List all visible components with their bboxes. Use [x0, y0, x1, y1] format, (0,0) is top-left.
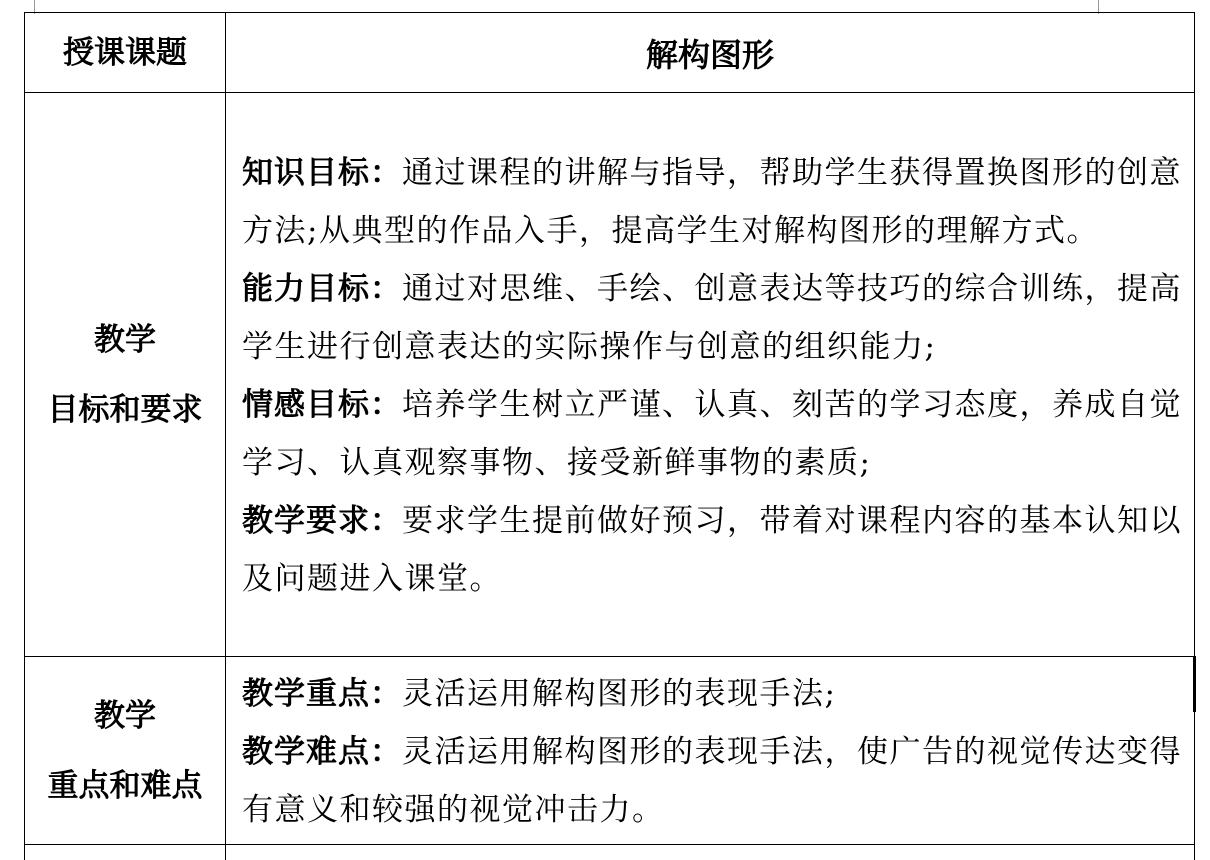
objective-ability — [242, 260, 1182, 376]
objective-requirement-text: 要求学生提前做好预习，带着对课程内容的基本认知以及问题进入课堂。 — [242, 502, 1182, 597]
topic-label: 授课课题 — [25, 13, 226, 93]
objectives-label — [25, 93, 226, 657]
objective-ability-text: 通过对思维、手绘、创意表达等技巧的综合训练，提高学生进行创意表达的实际操作与创意的组织能力; — [242, 270, 1182, 365]
next-row-label-cell — [25, 845, 226, 860]
focus-difficulty — [242, 723, 1182, 839]
objective-emotion-text: 培养学生树立严谨、认真、刻苦的学习态度，养成自觉学习、认真观察事物、接受新鲜事物的素质; — [242, 386, 1182, 481]
focus-key-point-key: 教学重点： — [242, 675, 402, 712]
focus-label — [25, 657, 226, 845]
focus-difficulty-key: 教学难点： — [242, 733, 402, 770]
objectives-content — [226, 93, 1195, 657]
focus-label-line2: 重点和难点 — [47, 767, 203, 804]
objective-emotion-key: 情感目标： — [242, 386, 402, 423]
focus-key-point-text: 灵活运用解构图形的表现手法; — [402, 675, 837, 712]
objective-requirement — [242, 492, 1182, 608]
next-row-partial — [25, 845, 1195, 860]
objectives-label-line1: 教学 — [94, 321, 156, 358]
objective-ability-key: 能力目标： — [242, 270, 402, 307]
topic-row — [25, 13, 1195, 93]
objective-knowledge-key: 知识目标： — [242, 154, 402, 191]
focus-content — [226, 657, 1195, 845]
objective-knowledge-text: 通过课程的讲解与指导，帮助学生获得置换图形的创意方法;从典型的作品入手，提高学生对解构图形的理解方式。 — [242, 154, 1182, 249]
objectives-label-line2: 目标和要求 — [47, 391, 203, 428]
text-cursor-bar — [1193, 656, 1196, 712]
topic-value: 解构图形 — [226, 13, 1195, 93]
objective-knowledge — [242, 144, 1182, 260]
focus-row — [25, 657, 1195, 845]
objectives-row — [25, 93, 1195, 657]
objective-requirement-key: 教学要求： — [242, 502, 402, 539]
focus-difficulty-text: 灵活运用解构图形的表现手法，使广告的视觉传达变得有意义和较强的视觉冲击力。 — [242, 733, 1182, 828]
lesson-plan-table — [24, 12, 1195, 860]
focus-label-line1: 教学 — [94, 697, 156, 734]
next-row-content-cell — [226, 845, 1195, 860]
focus-key-point — [242, 665, 1182, 723]
objective-emotion — [242, 376, 1182, 492]
